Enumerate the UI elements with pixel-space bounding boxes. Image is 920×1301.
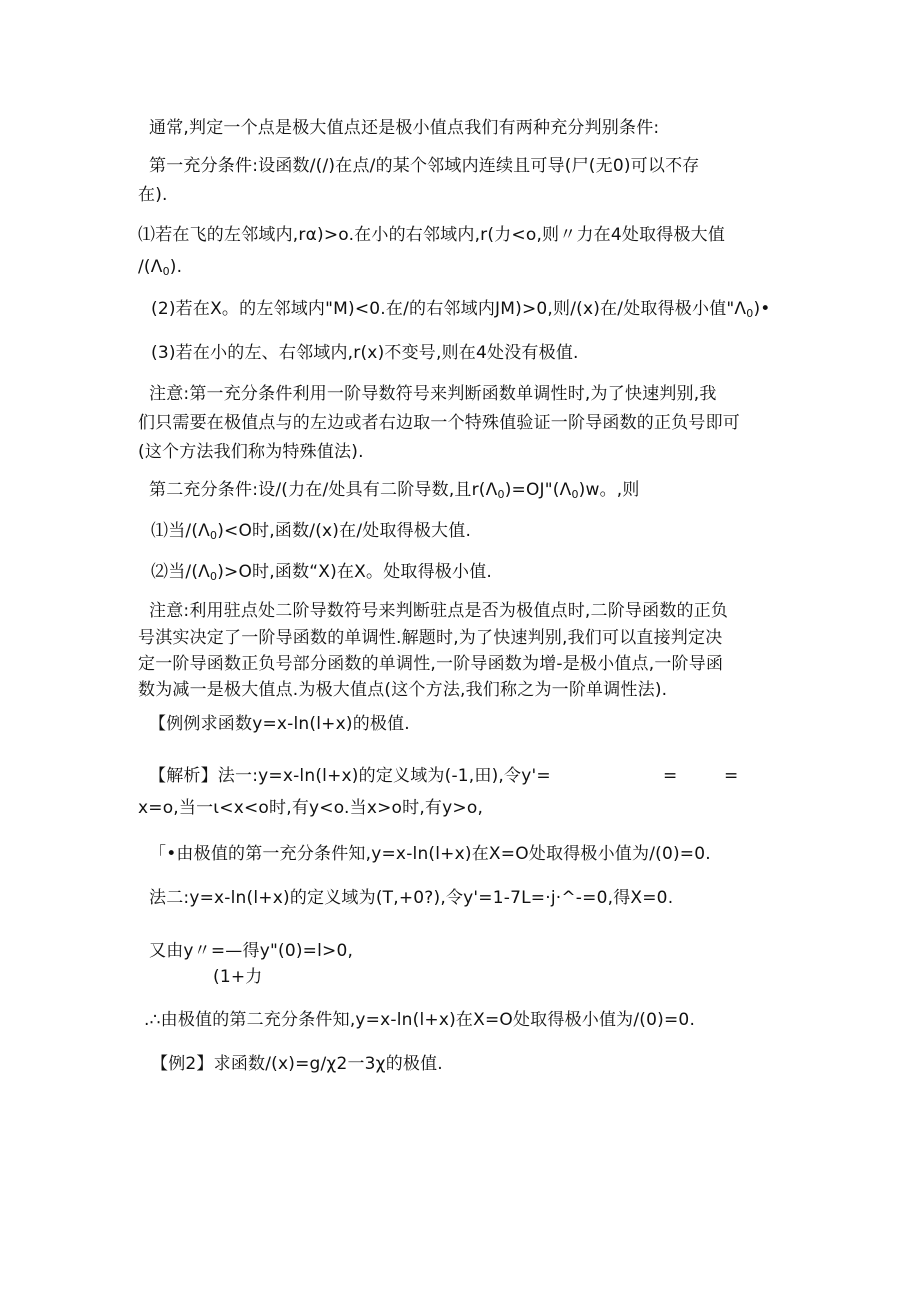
note-1-line-1: 注意:第一充分条件利用一阶导数符号来判断函数单调性时,为了快速判别,我	[149, 384, 717, 404]
sc-item1-post: )<O时,函数/(x)在/处取得极大值.	[217, 521, 472, 541]
example-1-denominator: (1+力	[213, 967, 263, 987]
example-1-conclusion-2: .∴由极值的第二充分条件知,y=x-ln(l+x)在X=O处取得极小值为/(0)=0.	[144, 1010, 696, 1030]
example-1-title: 【例例求函数y=x-ln(l+x)的极值.	[149, 714, 410, 734]
example-2-title: 【例2】求函数/(x)=g∕χ2一3χ的极值.	[151, 1054, 443, 1074]
item1-line2-post: ).	[169, 257, 183, 277]
first-condition-item-3: (3)若在小的左、右邻域内,r(x)不变号,则在4处没有极值.	[151, 343, 579, 363]
example-1-second-derivative: 又由y〃=—得y"(0)=l>0,	[149, 941, 354, 961]
second-condition-subscript-2: 0	[571, 488, 579, 501]
note-1-line-2: 们只需要在极值点与的左边或者右边取一个特殊值验证一阶导函数的正负号即可	[138, 413, 740, 433]
note-2-line-3: 定一阶导函数正负号部分函数的单调性,一阶导函数为增-是极小值点,一阶导函	[138, 654, 724, 674]
second-condition-subscript-1: 0	[497, 488, 505, 501]
first-condition-item-1-line-2	[138, 256, 182, 278]
first-condition-item-2	[151, 298, 771, 320]
second-condition-line-1	[149, 479, 640, 501]
second-condition-pre: 第二充分条件:设/(力在/处具有二阶导数,且r(Λ	[149, 480, 498, 500]
second-condition-mid: )=OJ"(Λ	[504, 480, 572, 500]
sc-item1-pre: ⑴当/(Λ	[151, 521, 210, 541]
sc-item1-subscript: 0	[210, 529, 218, 542]
second-condition-post: )w。,则	[578, 480, 640, 500]
sc-item2-post: )>O时,函数“X)在X。处取得极小值.	[217, 562, 492, 582]
first-condition-item-1-line-1: ⑴若在飞的左邻域内,rα)>o.在小的右邻域内,r(力<o,则〃力在4处取得极大值	[138, 225, 726, 245]
sc-item2-pre: ⑵当/(Λ	[151, 562, 210, 582]
example-1-method-2: 法二:y=x-ln(l+x)的定义域为(T,+0?),令y'=1-7L=·j·^-=0,得X=0.	[149, 888, 674, 908]
note-1-line-3: (这个方法我们称为特殊值法).	[138, 442, 364, 462]
item1-line2-subscript: 0	[162, 265, 170, 278]
example-1-solution-line-2: x=o,当一ι<x<o时,有y<o.当x>o时,有y>o,	[138, 798, 484, 818]
item2-subscript: 0	[746, 307, 754, 320]
example-1-equals-2: =	[724, 766, 739, 786]
note-2-line-1: 注意:利用驻点处二阶导数符号来判断驻点是否为极值点时,二阶导函数的正负	[149, 601, 729, 621]
item2-post: )•	[753, 299, 771, 319]
intro-paragraph: 通常,判定一个点是极大值点还是极小值点我们有两种充分判别条件:	[149, 118, 660, 138]
first-condition-line-1: 第一充分条件:设函数/(/)在点/的某个邻域内连续且可导(尸(无0)可以不存	[149, 156, 700, 176]
item1-line2-pre: /(Λ	[138, 257, 163, 277]
example-1-conclusion-1: 「•由极值的第一充分条件知,y=x-ln(l+x)在X=O处取得极小值为/(0)=0.	[149, 844, 711, 864]
note-2-line-2: 号淇实决定了一阶导函数的单调性.解题时,为了快速判别,我们可以直接判定决	[138, 628, 723, 648]
item2-pre: (2)若在X。的左邻域内"M)<0.在/的右邻域内JM)>0,则/(x)在/处取得极小值"Λ	[151, 299, 747, 319]
first-condition-line-2: 在).	[138, 185, 168, 205]
second-condition-item-2	[151, 561, 492, 583]
example-1-equals-1: =	[663, 766, 678, 786]
note-2-line-4: 数为减一是极大值点.为极大值点(这个方法,我们称之为一阶单调性法).	[138, 680, 668, 700]
example-1-solution-line-1: 【解析】法一:y=x-ln(l+x)的定义域为(-1,田),令y'=	[149, 766, 551, 786]
second-condition-item-1	[151, 520, 471, 542]
sc-item2-subscript: 0	[210, 570, 218, 583]
